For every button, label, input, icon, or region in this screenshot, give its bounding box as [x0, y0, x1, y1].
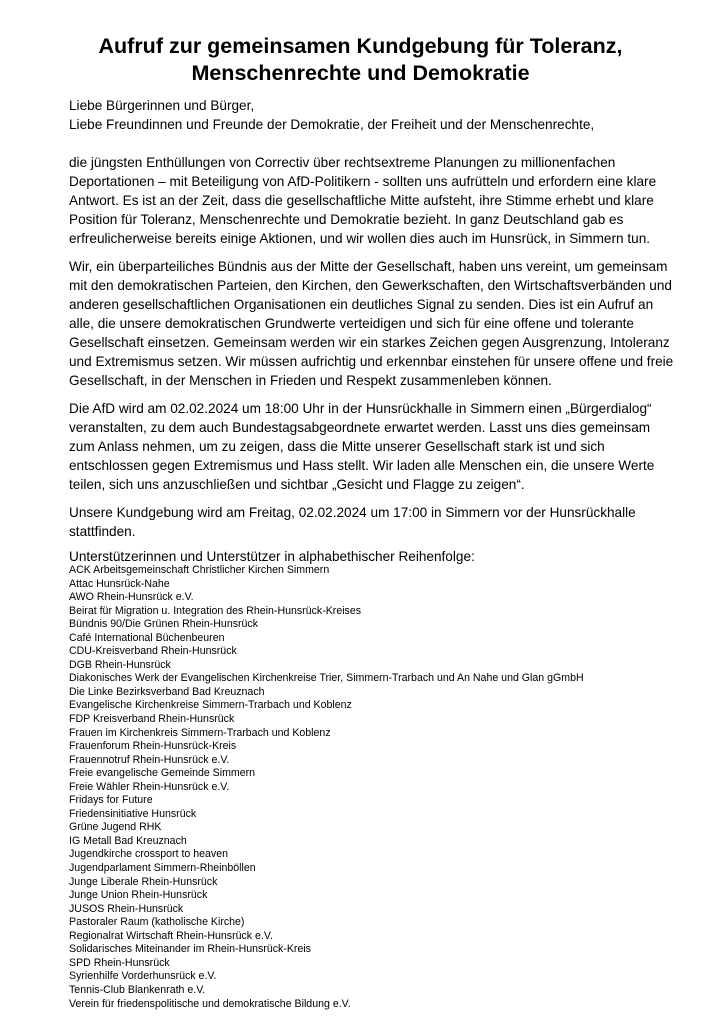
supporters-list	[69, 564, 679, 1011]
supporter-item: Friedensinitiative Hunsrück	[69, 807, 197, 820]
supporter-item: Frauennotruf Rhein-Hunsrück e.V.	[69, 753, 230, 766]
supporter-item: Freie Wähler Rhein-Hunsrück e.V.	[69, 780, 230, 793]
document-body	[69, 96, 679, 1011]
title-line-2: Menschenrechte und Demokratie	[191, 61, 530, 85]
supporter-item: DGB Rhein-Hunsrück	[69, 658, 171, 671]
title-line-1: Aufruf zur gemeinsamen Kundgebung für Toleranz,	[98, 34, 623, 58]
supporter-item: AWO Rhein-Hunsrück e.V.	[69, 591, 194, 604]
paragraph-afd-event: Die AfD wird am 02.02.2024 um 18:00 Uhr in der Hunsrückhalle in Simmern einen „Bürgerdialog“ veranstalten, zu dem auch Bundestagsabgeordnete erwartet werden. Lasst uns dies gemeinsam zum Anlass nehmen, um zu zeigen, dass die Mitte unserer Gesellschaft stark ist und sich entschlossen gegen Extremismus und Hass stellt. Wir laden alle Menschen ein, die unsere Werte teilen, sich uns anzuschließen und sichtbar „Gesicht und Flagge zu zeigen“.	[69, 401, 655, 492]
supporter-item: Diakonisches Werk der Evangelischen Kirchenkreise Trier, Simmern-Trarbach und An Nahe und Glan gGmbH	[69, 672, 584, 685]
supporter-item: Fridays for Future	[69, 794, 153, 807]
salutation	[69, 96, 679, 134]
supporter-item: Freie evangelische Gemeinde Simmern	[69, 767, 256, 780]
supporter-item: FDP Kreisverband Rhein-Hunsrück	[69, 713, 235, 726]
supporter-item: Bündnis 90/Die Grünen Rhein-Hunsrück	[69, 618, 259, 631]
supporter-item: Evangelische Kirchenkreise Simmern-Trarbach und Koblenz	[69, 699, 352, 712]
supporter-item: Beirat für Migration u. Integration des Rhein-Hunsrück-Kreises	[69, 604, 362, 617]
paragraph-rally-date: Unsere Kundgebung wird am Freitag, 02.02.2024 um 17:00 in Simmern vor der Hunsrückhalle stattfinden.	[69, 505, 636, 539]
paragraph-intro: die jüngsten Enthüllungen von Correctiv über rechtsextreme Planungen zu millionenfachen Deportationen – mit Beteiligung von AfD-Politikern - sollten uns aufrütteln und erfordern eine klare Antwort. Es ist an der Zeit, dass die gesellschaftliche Mitte aufsteht, ihre Stimme erhebt und klare Position für Toleranz, Menschenrechte und Demokratie bezieht. In ganz Deutschland gab es erfreulicherweise bereits einige Aktionen, und wir wollen dies auch im Hunsrück, in Simmern tun.	[69, 155, 657, 246]
paragraph-alliance: Wir, ein überparteiliches Bündnis aus der Mitte der Gesellschaft, haben uns vereint, um gemeinsam mit den demokratischen Parteien, den Kirchen, den Gewerkschaften, den Wirtschaftsverbänden und anderen gesellschaftlichen Organisationen ein deutliches Signal zu senden. Dies ist ein Aufruf an alle, die unsere demokratischen Grundwerte verteidigen und sich für eine offene und tolerante Gesellschaft einsetzen. Gemeinsam werden wir ein starkes Zeichen gegen Ausgrenzung, Intoleranz und Extremismus setzen. Wir müssen aufrichtig und erkennbar einstehen für unsere offene und freie Gesellschaft, in der Menschen in Frieden und Respekt zusammenleben können.	[69, 259, 674, 388]
supporter-item: Syrienhilfe Vorderhunsrück e.V.	[69, 970, 217, 983]
supporter-item: ACK Arbeitsgemeinschaft Christlicher Kirchen Simmern	[69, 564, 330, 576]
supporter-item: Jugendparlament Simmern-Rheinböllen	[69, 862, 256, 875]
supporter-item: Verein für friedenspolitische und demokratische Bildung e.V.	[69, 997, 351, 1010]
supporter-item: Junge Liberale Rhein-Hunsrück	[69, 875, 218, 888]
supporter-item: Solidarisches Miteinander im Rhein-Hunsrück-Kreis	[69, 943, 311, 956]
supporter-item: Attac Hunsrück-Nahe	[69, 577, 170, 590]
supporter-item: Junge Union Rhein-Hunsrück	[69, 889, 208, 902]
supporter-item: Pastoraler Raum (katholische Kirche)	[69, 916, 245, 929]
supporter-item: Die Linke Bezirksverband Bad Kreuznach	[69, 685, 265, 698]
document-title	[40, 33, 681, 87]
supporter-item: Café International Büchenbeuren	[69, 631, 225, 644]
salutation-line-1: Liebe Bürgerinnen und Bürger,	[69, 98, 255, 113]
supporter-item: Frauenforum Rhein-Hunsrück-Kreis	[69, 740, 237, 753]
supporters-heading: Unterstützerinnen und Unterstützer in alphabethischer Reihenfolge:	[69, 549, 475, 564]
supporter-item: Grüne Jugend RHK	[69, 821, 162, 834]
supporter-item: JUSOS Rhein-Hunsrück	[69, 902, 184, 915]
supporter-item: Jugendkirche crossport to heaven	[69, 848, 228, 861]
supporter-item: Regionalrat Wirtschaft Rhein-Hunsrück e.V.	[69, 929, 273, 942]
supporter-item: SPD Rhein-Hunsrück	[69, 956, 170, 969]
supporter-item: CDU-Kreisverband Rhein-Hunsrück	[69, 645, 237, 658]
supporter-item: Tennis-Club Blankenrath e.V.	[69, 983, 206, 996]
supporter-item: Frauen im Kirchenkreis Simmern-Trarbach und Koblenz	[69, 726, 331, 739]
salutation-line-2: Liebe Freundinnen und Freunde der Demokratie, der Freiheit und der Menschenrechte,	[69, 117, 595, 132]
supporter-item: IG Metall Bad Kreuznach	[69, 834, 187, 847]
